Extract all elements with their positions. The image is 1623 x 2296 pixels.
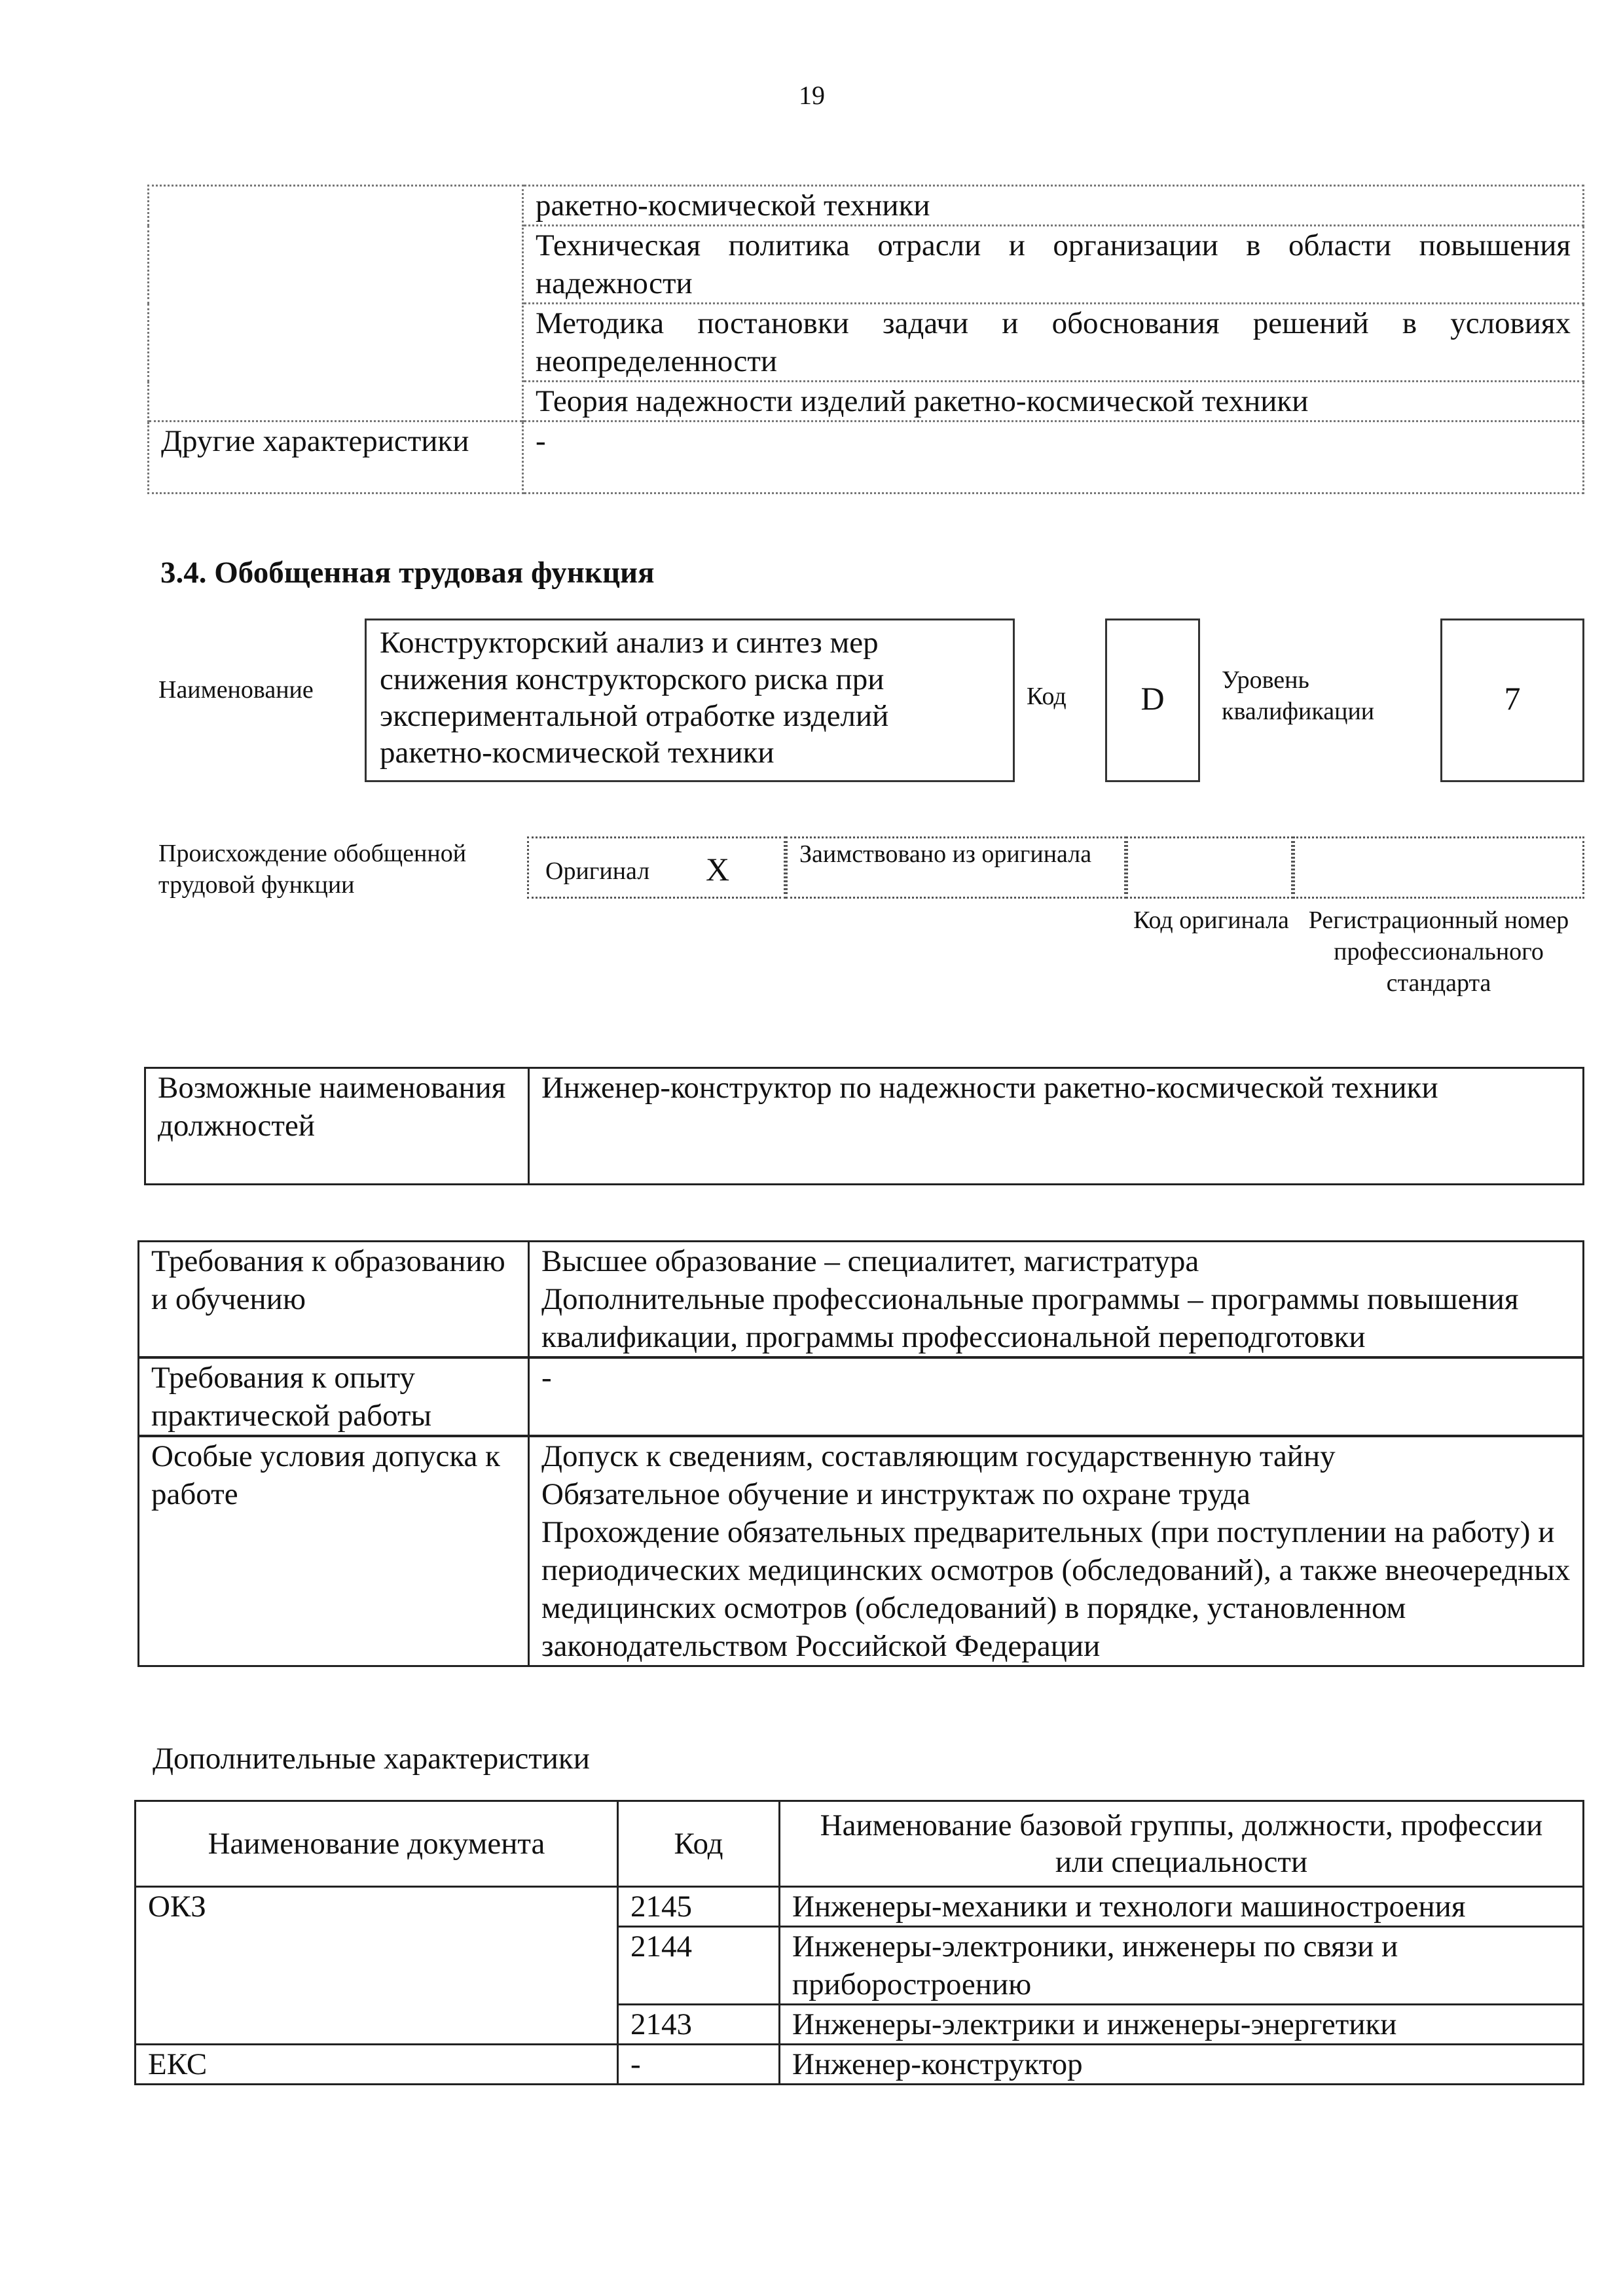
borrowed-cell — [786, 836, 1126, 899]
experience-value: - — [529, 1357, 1584, 1436]
header-code: Код — [618, 1801, 780, 1887]
positions-value: Инженер-конструктор по надежности ракетно-космической техники — [529, 1068, 1584, 1185]
table-row — [149, 186, 1584, 226]
extra-title: Дополнительные характеристики — [153, 1742, 590, 1776]
original-cell — [527, 836, 786, 899]
table-row — [136, 1887, 1584, 1927]
condition-line: Допуск к сведениям, составляющим государственную тайну — [541, 1439, 1336, 1473]
conditions-value — [529, 1436, 1584, 1666]
original-label: Оригинал — [545, 857, 650, 885]
okz-code: 2144 — [618, 1927, 780, 2005]
education-line: Высшее образование – специалитет, магистратура — [541, 1244, 1199, 1278]
original-code-cell — [1126, 836, 1293, 899]
knowledge-item: Теория надежности изделий ракетно-космической техники — [523, 382, 1584, 422]
other-characteristics-value: - — [523, 422, 1584, 493]
code-value: D — [1140, 680, 1165, 717]
qualification-box — [1440, 619, 1584, 782]
header-document: Наименование документа — [136, 1801, 618, 1887]
code-label: Код — [1027, 683, 1067, 710]
table-header-row — [136, 1801, 1584, 1887]
experience-label: Требования к опыту практической работы — [139, 1357, 529, 1436]
borrowed-label: Заимствовано из оригинала — [799, 840, 1092, 868]
name-label: Наименование — [158, 676, 314, 704]
positions-label: Возможные наименования должностей — [145, 1068, 529, 1185]
conditions-label: Особые условия допуска к работе — [139, 1436, 529, 1666]
requirements-table — [137, 1240, 1584, 1667]
table-row — [139, 1242, 1584, 1358]
positions-table — [144, 1067, 1584, 1185]
other-characteristics-label: Другие характеристики — [149, 422, 523, 493]
eks-label: ЕКС — [136, 2045, 618, 2085]
table-row — [145, 1068, 1584, 1185]
extra-table — [134, 1800, 1584, 2085]
knowledge-table — [147, 185, 1584, 494]
empty-cell — [149, 186, 523, 422]
education-value — [529, 1242, 1584, 1358]
table-row — [149, 422, 1584, 493]
okz-name: Инженеры-электрики и инженеры-энергетики — [780, 2005, 1584, 2045]
eks-name: Инженер-конструктор — [780, 2045, 1584, 2085]
origin-label: Происхождение обобщенной трудовой функции — [158, 840, 467, 899]
qualification-label: Уровень квалификации — [1222, 666, 1375, 725]
condition-line: Обязательное обучение и инструктаж по охране труда — [541, 1477, 1250, 1511]
reg-number-cell — [1293, 836, 1584, 899]
function-name-box — [365, 619, 1015, 782]
okz-name: Инженеры-механики и технологи машиностроения — [780, 1887, 1584, 1927]
section-title: 3.4. Обобщенная трудовая функция — [160, 556, 655, 590]
knowledge-item: ракетно-космической техники — [523, 186, 1584, 226]
knowledge-item: Методика постановки задачи и обоснования решений в условиях неопределенности — [523, 304, 1584, 382]
page-number: 19 — [799, 81, 825, 110]
condition-line: Прохождение обязательных предварительных (при поступлении на работу) и периодических медицинских осмотров (обследований), а также внеочередных медицинских осмотров (обследований) в порядке, установленном законодательством Российской Федерации — [541, 1515, 1571, 1663]
original-code-caption: Код оригинала — [1133, 906, 1289, 934]
education-line: Дополнительные профессиональные программы – программы повышения квалификации, программы профессиональной переподготовки — [541, 1282, 1519, 1354]
table-row — [139, 1436, 1584, 1666]
code-box — [1105, 619, 1200, 782]
education-label: Требования к образованию и обучению — [139, 1242, 529, 1358]
eks-code: - — [618, 2045, 780, 2085]
okz-name: Инженеры-электроники, инженеры по связи и приборостроению — [780, 1927, 1584, 2005]
original-mark: X — [706, 851, 730, 888]
okz-label: ОКЗ — [136, 1887, 618, 2045]
qualification-value: 7 — [1504, 680, 1521, 717]
function-name: Конструкторский анализ и синтез мер снижения конструкторского риска при экспериментальной отработке изделий ракетно-космической техники — [380, 626, 889, 770]
okz-code: 2145 — [618, 1887, 780, 1927]
knowledge-item: Техническая политика отрасли и организации в области повышения надежности — [523, 226, 1584, 304]
header-group: Наименование базовой группы, должности, профессии или специальности — [780, 1801, 1584, 1887]
table-row — [139, 1357, 1584, 1436]
reg-number-caption: Регистрационный номер профессионального стандарта — [1308, 906, 1569, 997]
table-row — [136, 2045, 1584, 2085]
okz-code: 2143 — [618, 2005, 780, 2045]
